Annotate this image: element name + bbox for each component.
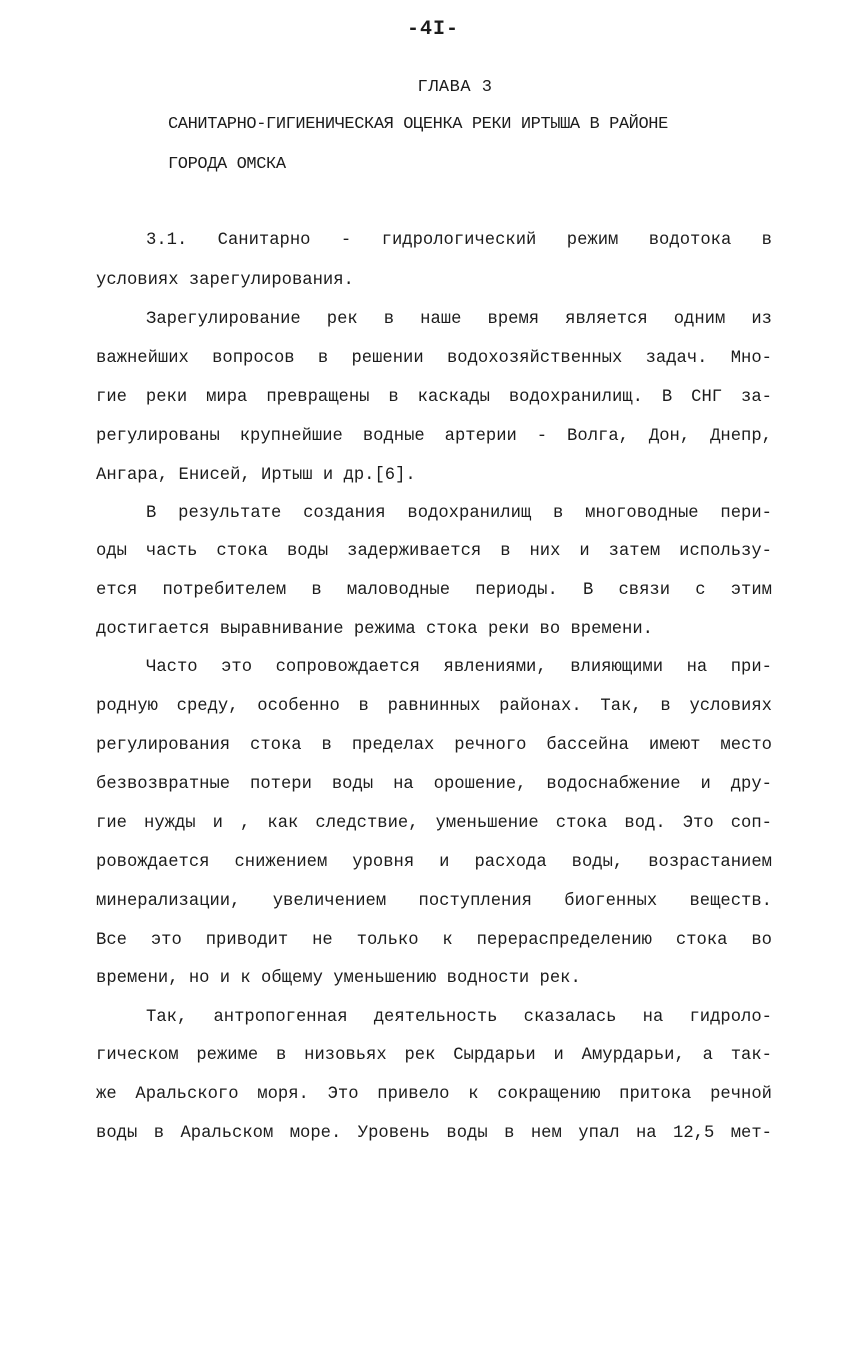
text-line: безвозвратные потери воды на орошение, водоснабжение и дру-	[96, 775, 772, 794]
text-line: оды часть стока воды задерживается в них и затем использу-	[96, 542, 772, 561]
text-line: гие нужды и , как следствие, уменьшение стока вод. Это соп-	[96, 814, 772, 833]
text-line: Так, антропогенная деятельность сказалась на гидроло-	[146, 1008, 772, 1027]
text-line: ется потребителем в маловодные периоды. В связи с этим	[96, 581, 772, 600]
text-line: Зарегулирование рек в наше время является одним из	[146, 310, 772, 329]
text-line: гие реки мира превращены в каскады водохранилищ. В СНГ за-	[96, 388, 772, 407]
text-line: воды в Аральском море. Уровень воды в нем упал на 12,5 мет-	[96, 1124, 772, 1143]
text-line: важнейших вопросов в решении водохозяйственных задач. Мно-	[96, 349, 772, 368]
text-line: регулированы крупнейшие водные артерии - Волга, Дон, Днепр,	[96, 427, 772, 446]
section-heading-line-1: 3.1. Санитарно - гидрологический режим водотока в	[146, 231, 772, 250]
page-number: -4I-	[406, 18, 459, 41]
text-line: времени, но и к общему уменьшению водности рек.	[96, 969, 581, 988]
text-line: Ангара, Енисей, Иртыш и др.[6].	[96, 466, 416, 485]
text-line: достигается выравнивание режима стока реки во времени.	[96, 620, 653, 639]
text-line: регулирования стока в пределах речного бассейна имеют место	[96, 736, 772, 755]
text-line: же Аральского моря. Это привело к сокращению притока речной	[96, 1085, 772, 1104]
text-line: Все это приводит не только к перераспределению стока во	[96, 931, 772, 950]
text-line: ровождается снижением уровня и расхода воды, возрастанием	[96, 853, 772, 872]
text-line: гическом режиме в низовьях рек Сырдарьи и Амурдарьи, а так-	[96, 1046, 772, 1065]
text-line: В результате создания водохранилищ в многоводные пери-	[146, 504, 772, 523]
chapter-title-line-1: САНИТАРНО-ГИГИЕНИЧЕСКАЯ ОЦЕНКА РЕКИ ИРТЫША В РАЙОНЕ	[168, 115, 668, 134]
text-line: минерализации, увеличением поступления биогенных веществ.	[96, 892, 772, 911]
chapter-title-line-2: ГОРОДА ОМСКА	[168, 155, 286, 174]
chapter-label: ГЛАВА 3	[417, 78, 493, 97]
text-line: Часто это сопровождается явлениями, влияющими на при-	[146, 658, 772, 677]
section-heading-line-2: условиях зарегулирования.	[96, 271, 354, 290]
text-line: родную среду, особенно в равнинных районах. Так, в условиях	[96, 697, 772, 716]
